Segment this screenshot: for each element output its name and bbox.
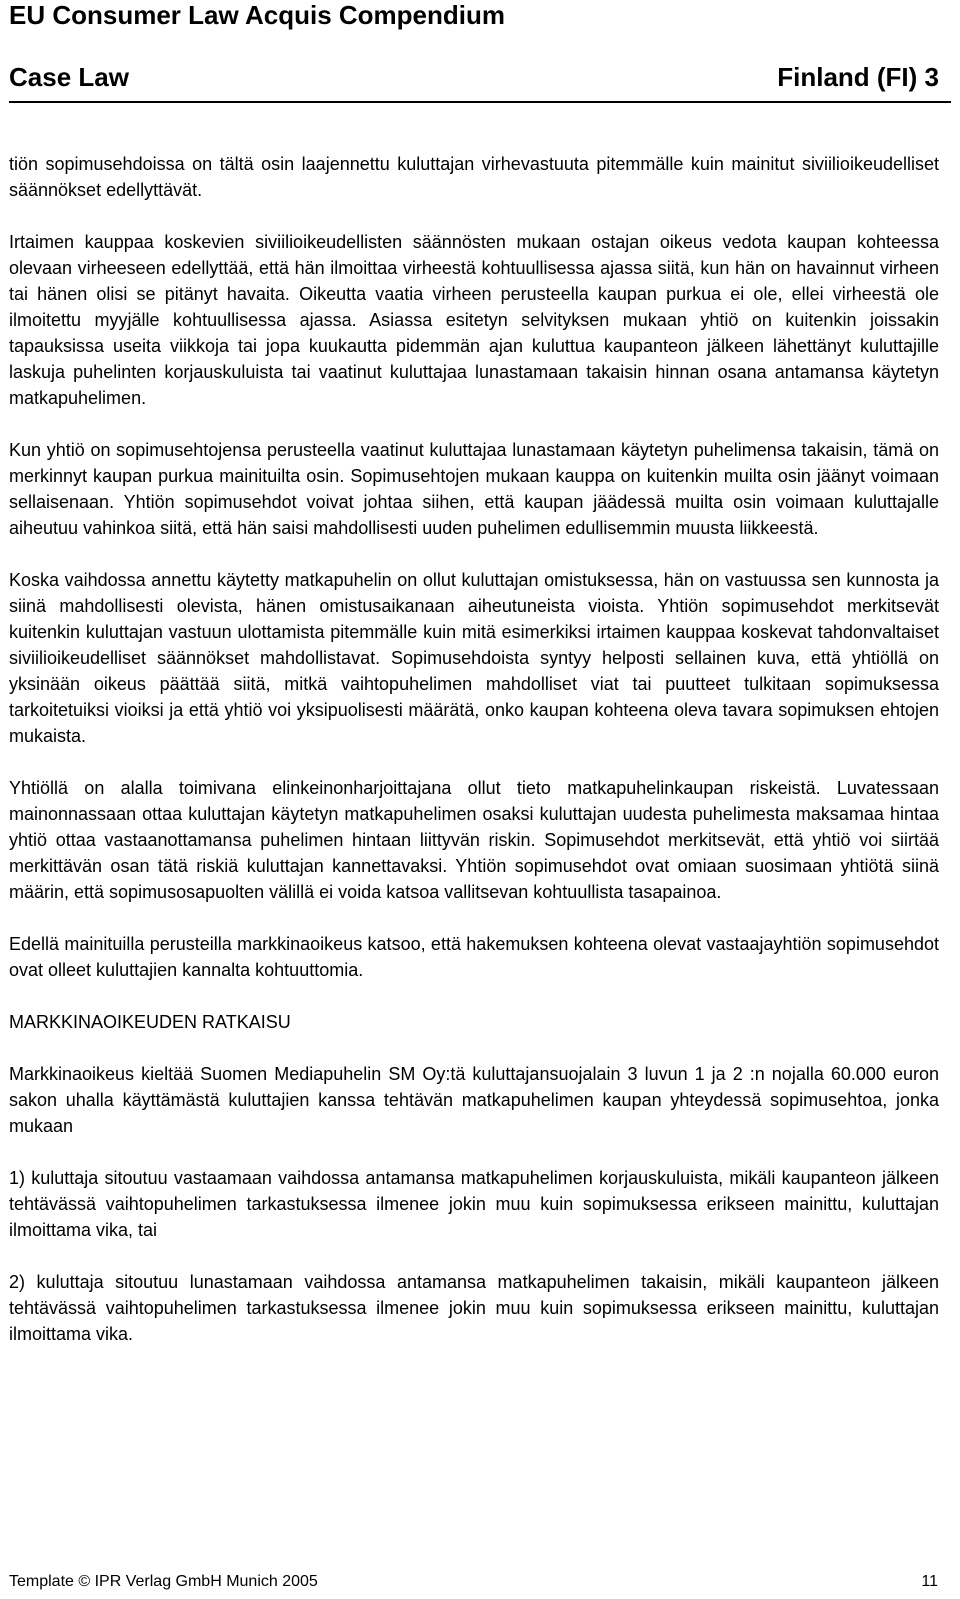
paragraph: Irtaimen kauppaa koskevien siviilioikeudellisten säännösten mukaan ostajan oikeus vedota kaupan kohteessa olevaan virheeseen edellyttää, että hän ilmoittaa virheestä kohtuullisessa ajassa siitä, kun hän on havainnut virheen tai hänen olisi se pitänyt havaita. Oikeutta vaatia virheen perusteella kaupan purkua ei ole, ellei virheestä ole ilmoitettu myyjälle kohtuullisessa ajassa. Asiassa esitetyn selvityksen mukaan yhtiö on kuitenkin joissakin tapauksissa useita viikkoja tai jopa kuukautta pidemmän ajan kuluttua kaupanteon jälkeen lähettänyt kuluttajille laskuja puhelinten korjauskuluista tai vaatinut kuluttajaa lunastamaan takaisin hinnan osana antamansa käytetyn matkapuhelimen. [9,232,939,408]
paragraph: 1) kuluttaja sitoutuu vastaamaan vaihdossa antamansa matkapuhelimen korjauskuluista, mikäli kaupanteon jälkeen tehtävässä vaihtopuhelimen tarkastuksessa ilmenee jokin muu kuin sopimuksessa erikseen mainittu, kuluttajan ilmoittama vika, tai [9,1168,939,1240]
paragraph: Kun yhtiö on sopimusehtojensa perusteella vaatinut kuluttajaa lunastamaan käytetyn puhelimensa takaisin, tämä on merkinnyt kaupan purkua mainituilta osin. Sopimusehtojen mukaan kauppa on kuitenkin muilta osin jäänyt voimaan sellaisenaan. Yhtiön sopimusehdot voivat johtaa siihen, että kaupan jäädessä muilta osin voimaan kuluttajalle aiheutuu vahinkoa siitä, että hän saisi mahdollisesti uuden puhelimen edullisemmin muusta liikkeestä. [9,440,939,538]
section-title: Case Law [9,62,129,92]
paragraph: Markkinaoikeus kieltää Suomen Mediapuhelin SM Oy:tä kuluttajansuojalain 3 luvun 1 ja 2 :n nojalla 60.000 euron sakon uhalla käyttämästä kuluttajien kanssa tehtävän matkapuhelimen kaupan yhteydessä sopimusehtoa, jonka mukaan [9,1064,939,1136]
country-label: Finland (FI) 3 [777,62,939,92]
footer-copyright: Template © IPR Verlag GmbH Munich 2005 [9,1573,318,1590]
document-title: EU Consumer Law Acquis Compendium [9,0,505,30]
header-divider [9,101,951,103]
decision-heading: MARKKINAOIKEUDEN RATKAISU [9,1012,291,1032]
paragraph: 2) kuluttaja sitoutuu lunastamaan vaihdossa antamansa matkapuhelimen takaisin, mikäli kaupanteon jälkeen tehtävässä vaihtopuhelimen tarkastuksessa ilmenee jokin muu kuin sopimuksessa erikseen mainittu, kuluttajan ilmoittama vika. [9,1272,939,1344]
paragraph: Edellä mainituilla perusteilla markkinaoikeus katsoo, että hakemuksen kohteena olevat vastaajayhtiön sopimusehdot ovat olleet kuluttajien kannalta kohtuuttomia. [9,934,939,980]
paragraph: Koska vaihdossa annettu käytetty matkapuhelin on ollut kuluttajan omistuksessa, hän on vastuussa sen kunnosta ja siinä mahdollisesti olevista, hänen omistusaikanaan aiheutuneista vioista. Yhtiön sopimusehdot merkitsevät kuitenkin kuluttajan vastuun ulottamista pitemmälle kuin mitä esimerkiksi irtaimen kauppaa koskevat tahdonvaltaiset siviilioikeudelliset säännökset mahdollistavat. Sopimusehdoista syntyy helposti sellainen kuva, että yhtiöllä on yksinään oikeus päättää siitä, mitkä vaihtopuhelimen mahdolliset viat tai puutteet tulkitaan sopimuksessa tarkoitetuiksi vioiksi ja että yhtiö voi yksipuolisesti määrätä, onko kaupan kohteena oleva tavara sopimuksen ehtojen mukaista. [9,570,939,746]
page-number: 11 [921,1573,938,1590]
paragraph: Yhtiöllä on alalla toimivana elinkeinonharjoittajana ollut tieto matkapuhelinkaupan riskeistä. Luvatessaan mainonnassaan ottaa kuluttajan käytetyn matkapuhelimen osaksi kuluttajan uudesta puhelimesta maksamaa hintaa yhtiö ottaa vastaanottamansa puhelimen hintaan liittyvän riskin. Sopimusehdot merkitsevät, että yhtiö voi siirtää merkittävän osan tätä riskiä kuluttajan kannettavaksi. Yhtiön sopimusehdot ovat omiaan suosimaan yhtiötä siinä määrin, että sopimusosapuolten välillä ei voida katsoa vallitsevan kohtuullista tasapainoa. [9,778,939,902]
document-body [9,151,939,1373]
paragraph: tiön sopimusehdoissa on tältä osin laajennettu kuluttajan virhevastuuta pitemmälle kuin mainitut siviilioikeudelliset säännökset edellyttävät. [9,154,939,200]
